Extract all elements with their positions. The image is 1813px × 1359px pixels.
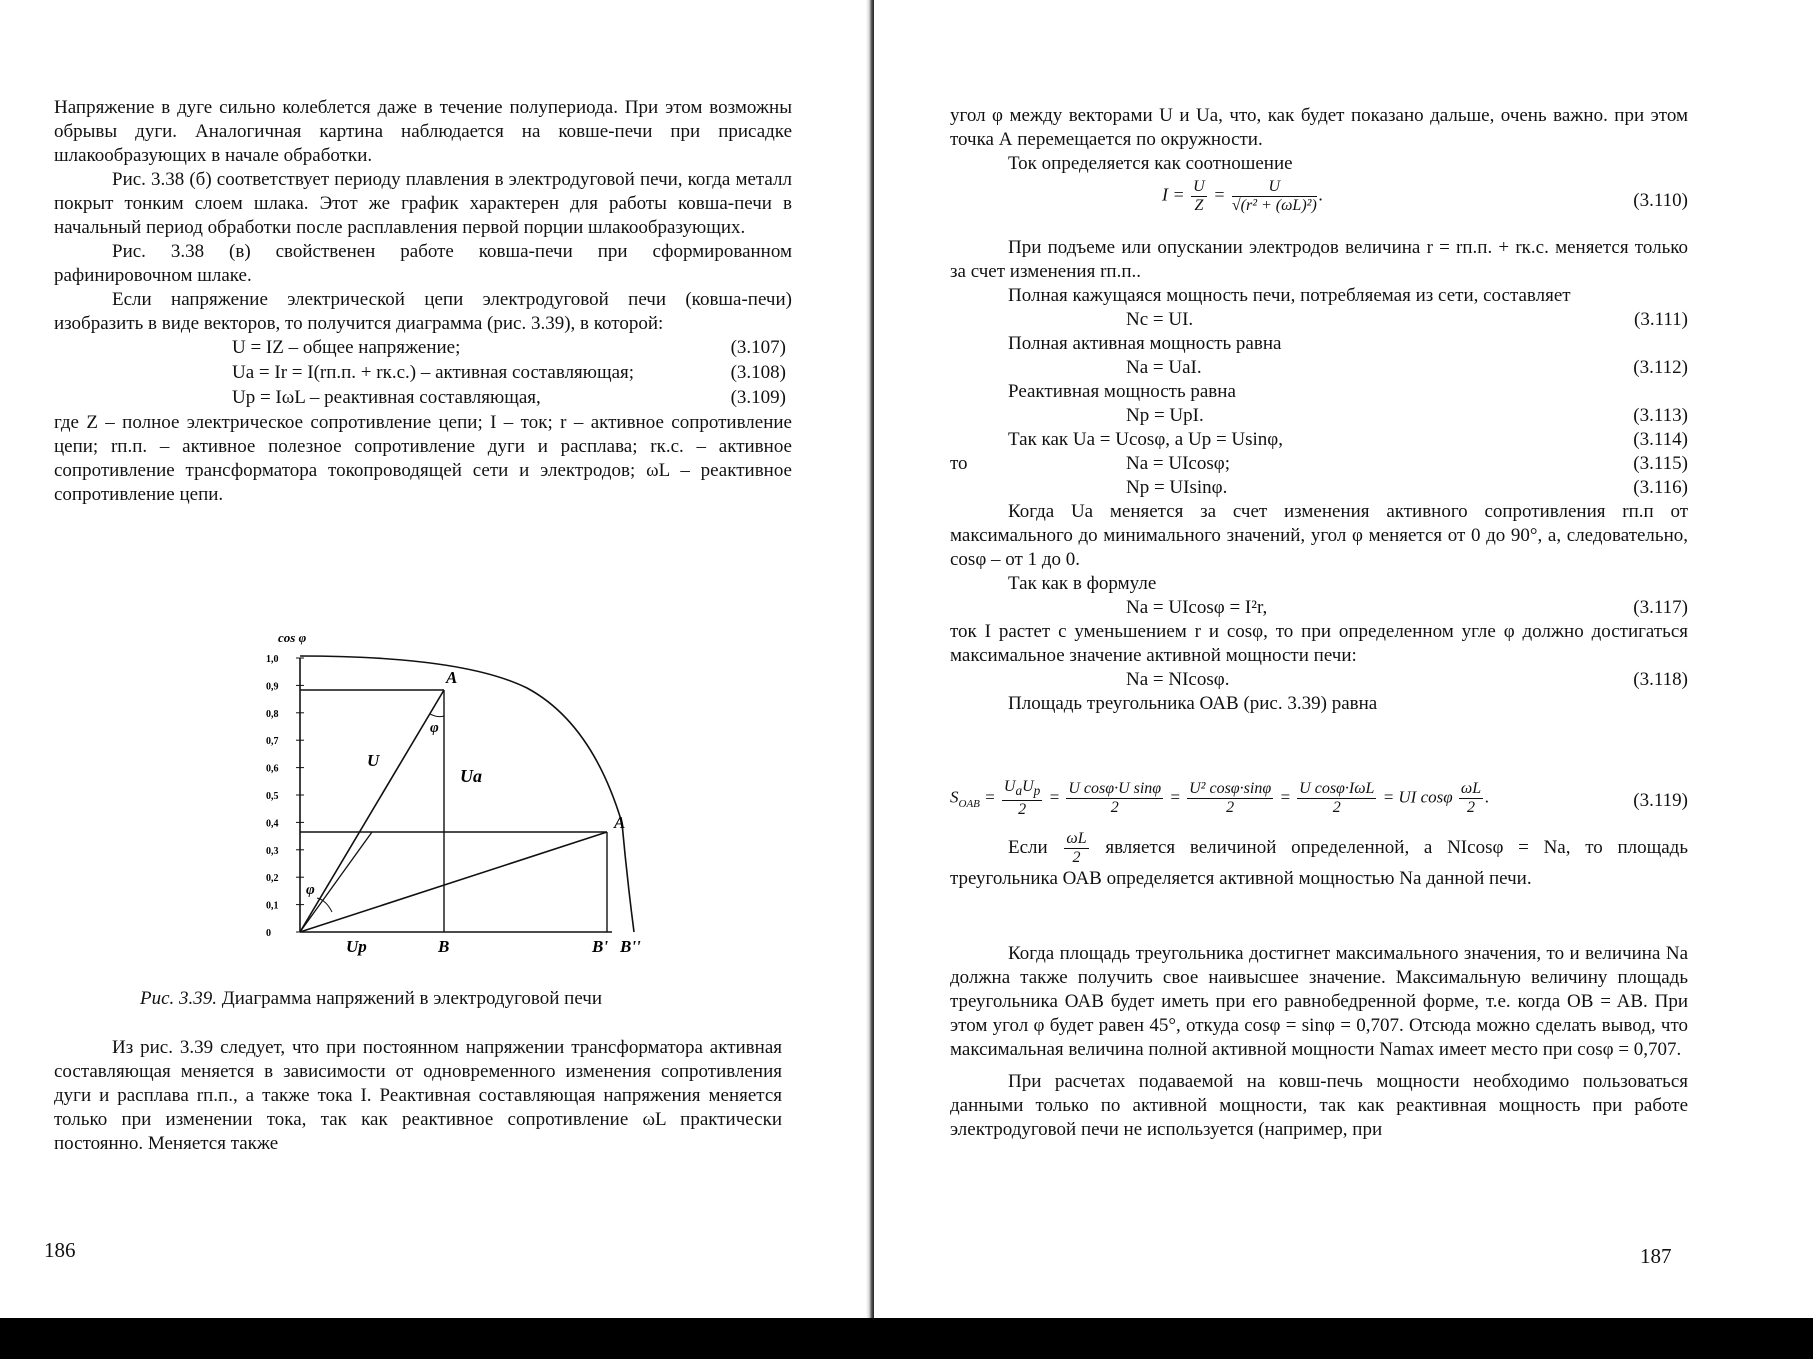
page-number-right: 187 — [1640, 1244, 1672, 1268]
y-tick-label: 0,8 — [266, 708, 279, 720]
right-para-5: Полная активная мощность равна — [1008, 333, 1282, 354]
left-para-6: Из рис. 3.39 следует, что при постоянном напряжении трансформатора активная составляющая меняется в зависимости от одновременного изменения сопротивления дуги и расплава rп.п., а также тока I. Реактивная составляющая напряжения меняется только при изменении тока, так как реактивное сопротивление ωL практически постоянно. Меняется также — [54, 1037, 782, 1154]
left-para-5: где Z – полное электрическое сопротивление цепи; I – ток; r – активное сопротивление цепи; rп.п. – активное полезное сопротивление дуги и расплава; rк.с. – активное сопротивление трансформатора токопроводящей сети и электродов; ωL – реактивное сопротивление цепи. — [54, 412, 792, 505]
equation-3-113: Np = UpI. (3.113) — [1126, 405, 1688, 426]
equation-3-116: Np = UIsinφ. (3.116) — [1126, 477, 1688, 498]
right-text-bottom — [950, 942, 1688, 1142]
label-B-double-prime: B'' — [620, 937, 641, 956]
equation-3-117: Na = UIcosφ = I²r, (3.117) — [1126, 597, 1688, 618]
right-para-4: Полная кажущаяся мощность печи, потребляемая из сети, составляет — [1008, 285, 1571, 306]
right-para-10: Площадь треугольника ОАВ (рис. 3.39) равна — [1008, 693, 1378, 714]
y-tick-label: 0,4 — [266, 818, 279, 830]
word-to: то — [950, 453, 968, 474]
vector-U-upper — [300, 690, 444, 932]
right-para-8: Так как в формуле — [1008, 573, 1157, 594]
left-text-top — [54, 96, 792, 507]
equation-3-107: U = IZ – общее напряжение; (3.107) — [232, 337, 786, 358]
label-Up: Up — [346, 937, 367, 956]
right-para-12: Когда площадь треугольника достигнет максимального значения, то и величина Na должна также получить свое наивысшее значение. Максимальную величину площадь треугольника ОАВ будет иметь при его равнобедренной форме, т.е. когда OB = AB. При этом угол φ будет равен 45°, откуда cosφ = sinφ = 0,707. Отсюда можно сделать вывод, что максимальная величина полной активной мощности Namax имеет место при cosφ = 0,707. — [950, 943, 1688, 1060]
angle-arc-upper — [430, 714, 444, 717]
caption-text: Диаграмма напряжений в электродуговой печи — [221, 988, 603, 1009]
right-text-top — [950, 104, 1688, 176]
left-text-bottom — [54, 1036, 782, 1156]
y-axis-label: cos φ — [278, 630, 307, 645]
equation-3-111: Nc = UI. (3.111) — [1126, 309, 1688, 330]
equation-3-114: Так как Ua = Ucosφ, а Up = Usinφ, (3.114) — [1008, 429, 1688, 450]
circle-arc — [300, 656, 634, 932]
y-tick-label: 0,2 — [266, 873, 279, 885]
right-para-2: Ток определяется как соотношение — [1008, 153, 1293, 174]
right-page — [870, 0, 1813, 1359]
label-B-prime: B' — [592, 937, 609, 956]
voltage-diagram-figure — [262, 628, 682, 958]
equation-3-108: Ua = Ir = I(rп.п. + rк.с.) – активная составляющая; (3.108) — [232, 362, 786, 383]
y-tick-label: 0,5 — [266, 791, 279, 802]
label-phi-upper: φ — [430, 720, 439, 736]
label-Ua: Ua — [460, 766, 482, 786]
equation-3-119: $S_{OAB}$ = $\frac{U_aU_p}{2}$ = $\frac{\text{U cosφ·U sinφ}}{2}$ = $\frac{\text{U² cosφ·sinφ}}{2}$ = $\frac{\text{U cosφ·IωL}}{2}$ = UI cosφ $\frac{\omega L}{2}$ . (3.119) — [950, 778, 1688, 819]
caption-label: Рис. 3.39. — [140, 988, 218, 1009]
y-axis-ticks — [266, 654, 304, 939]
y-tick-label: 1,0 — [266, 654, 279, 665]
label-B: B — [438, 937, 450, 956]
y-tick-label: 0,6 — [266, 763, 279, 775]
y-tick-label: 0,3 — [266, 845, 279, 857]
equation-3-115: то Na = UIcosφ; (3.115) — [950, 453, 1688, 474]
label-A-lower: A — [614, 813, 626, 832]
right-para-7: Когда Ua меняется за счет изменения активного сопротивления rп.п от максимального до минимального значений, угол φ меняется от 0 до 90°, а, следовательно, cosφ – от 1 до 0. — [950, 501, 1688, 570]
equation-3-109: Up = IωL – реактивная составляющая, (3.109) — [232, 387, 786, 408]
page-number-left: 186 — [44, 1238, 76, 1262]
right-para-11: Если $\frac{\omega L}{2}$ является величиной определенной, а NIcosφ = Na, то площадь треугольника ОАВ определяется активной мощностью Na данной печи. — [950, 830, 1689, 889]
equation-3-118: Na = NIcosφ. (3.118) — [1126, 669, 1688, 690]
y-tick-label: 0,9 — [266, 681, 279, 693]
vector-U-lower — [300, 832, 607, 932]
left-para-4: Если напряжение электрической цепи электродуговой печи (ковша-печи) изобразить в виде векторов, то получится диаграмма (рис. 3.39), в которой: — [54, 289, 792, 334]
right-para-6: Реактивная мощность равна — [1008, 381, 1236, 402]
left-para-1: Напряжение в дуге сильно колеблется даже в течение полупериода. При этом возможны обрывы дуги. Аналогичная картина наблюдается на ковше-печи при присадке шлакообразующих в начале обработки. — [54, 97, 792, 166]
left-para-3: Рис. 3.38 (в) свойственен работе ковша-печи при сформированном рафинировочном шлаке. — [54, 241, 792, 286]
right-para-3: При подъеме или опускании электродов величина r = rп.п. + rк.с. меняется только за счет изменения rп.п.. — [950, 237, 1688, 282]
y-tick-label: 0,1 — [266, 900, 279, 912]
y-tick-label: 0 — [266, 928, 271, 939]
y-tick-label: 0,7 — [266, 736, 279, 748]
equation-3-112: Na = UaI. (3.112) — [1126, 357, 1688, 378]
right-para-9: ток I растет с уменьшением r и cosφ, то при определенном угле φ должно достигаться максимальное значение активной мощности печи: — [950, 621, 1688, 666]
label-phi-lower: φ — [306, 882, 315, 898]
right-para-1: угол φ между векторами U и Ua, что, как будет показано дальше, очень важно. при этом точка А перемещается по окружности. — [950, 105, 1688, 150]
left-page — [0, 0, 870, 1359]
label-U: U — [367, 751, 380, 770]
right-para-13: При расчетах подаваемой на ковш-печь мощности необходимо пользоваться данными только по активной мощности, так как реактивная мощность при работе электродуговой печи не используется (например, при — [950, 1071, 1688, 1140]
label-A-upper: A — [446, 668, 458, 687]
equation-3-110: I = $\frac{U}{Z}$ = $\frac{U}{\text{√(r² + (ωL)²)}}$ . (3.110) — [1162, 178, 1688, 214]
left-para-2: Рис. 3.38 (б) соответствует периоду плавления в электродуговой печи, когда металл покрыт тонким слоем шлака. Этот же график характерен для работы ковша-печи в начальный период обработки после расплавления первой порции шлакообразующих. — [54, 169, 792, 238]
figure-caption — [140, 988, 602, 1010]
right-text-mid — [950, 236, 1688, 716]
